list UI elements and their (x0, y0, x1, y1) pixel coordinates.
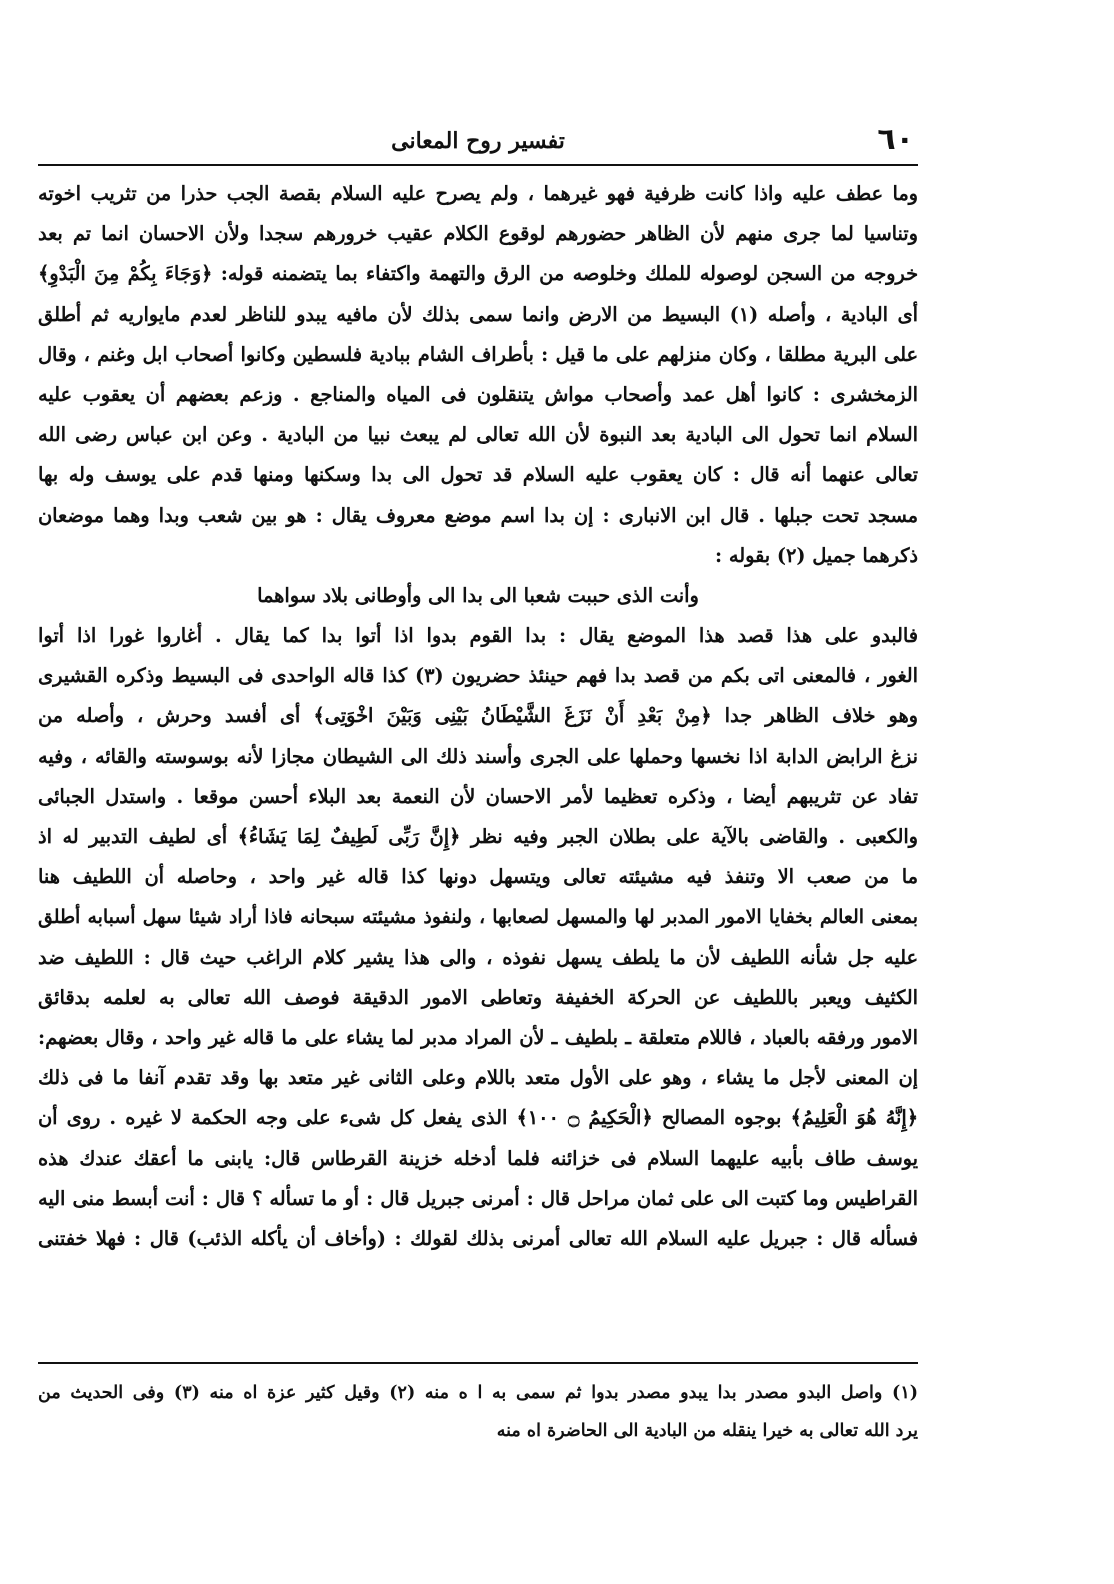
text-line: ﴿إِنَّهُ هُوَ الْعَلِيمُ﴾ بوجوه المصالح ﴿الْحَكِيمُ ۝ ١٠٠﴾ الذى يفعل كل شىء على وجه الحكمة لا غيره . روى أن (38, 1106, 918, 1130)
text-line: وتناسيا لما جرى منهم لأن الظاهر حضورهم لوقوع الكلام عقيب خرورهم سجدا ولأن الاحسان انما تم بعد (38, 222, 918, 246)
text-line: الكثيف ويعبر باللطيف عن الحركة الخفيفة وتعاطى الامور الدقيقة فوصف الله تعالى به لعلمه بدقائق (38, 985, 918, 1009)
poetry-verse: وأنت الذى حببت شعبا الى بدا الى وأوطانى بلاد سواهما (257, 583, 699, 607)
text-line: السلام انما تحول الى البادية بعد النبوة لأن الله تعالى لم يبعث نبيا من البادية . وعن ابن عباس رضى الله (38, 423, 918, 447)
text-line: الغور ، فالمعنى اتى بكم من قصد بدا فهم حينئذ حضريون (٣) كذا قاله الواحدى فى البسيط وذكره القشيرى (38, 664, 918, 688)
text-line: بمعنى العالم بخفايا الامور المدبر لها والمسهل لصعابها ، ولنفوذ مشيئته سبحانه فاذا أراد شيئا سهل أسبابه أطلق (38, 906, 918, 929)
text-line: فالبدو على هذا قصد هذا الموضع يقال : بدا القوم بدوا اذا أتوا بدا كما يقال . أغاروا غورا اذا أتوا (38, 624, 918, 648)
text-line: ذكرهما جميل (٢) بقوله : (715, 543, 918, 567)
page-number: ٦٠ (877, 122, 914, 157)
text-line: فسأله قال : جبريل عليه السلام الله تعالى أمرنى بذلك لقولك : (وأخاف أن يأكله الذئب) قال : فهلا خفتنى (38, 1226, 918, 1250)
text-line: على البرية مطلقا ، وكان منزلهم على ما قيل : بأطراف الشام ببادية فلسطين وكانوا أصحاب ابل وغنم ، وقال (38, 342, 918, 366)
text-line: مسجد تحت جبلها . قال ابن الانبارى : إن بدا اسم موضع معروف يقال : هو بين شعب وبدا وهما موضعان (38, 503, 918, 527)
header-rule (38, 164, 918, 166)
footnote-line: (١) واصل البدو مصدر بدا يبدو مصدر بدوا ثم سمى به ا ه منه (٢) وقيل كثير عزة اه منه (٣) وفى الحديث من (38, 1383, 918, 1403)
text-line: تعالى عنهما أنه قال : كان يعقوب عليه السلام قد تحول الى بدا وسكنها ومنها قدم على يوسف وله بها (38, 463, 918, 487)
book-page (38, 120, 918, 1560)
page-header (38, 120, 918, 164)
text-line: القراطيس وما كتبت الى على ثمان مراحل قال : أمرنى جبريل قال : أو ما تسأله ؟ قال : أنت أبسط منى اليه (38, 1186, 918, 1210)
text-line: أى البادية ، وأصله (١) البسيط من الارض وانما سمى بذلك لأن مافيه يبدو للناظر لعدم مايواريه ثم أطلق (38, 302, 918, 326)
text-line: وهو خلاف الظاهر جدا ﴿مِنْ بَعْدِ أَنْ نَزَغَ الشَّيْطَانُ بَيْنِى وَبَيْنَ اخْوَتِى﴾ أى أفسد وحرش ، وأصله من (38, 704, 918, 728)
body-text (38, 174, 918, 1259)
footnote-line: يرد الله تعالى به خيرا ينقله من البادية الى الحاضرة اه منه (496, 1421, 918, 1441)
text-line: عليه جل شأنه اللطيف لأن ما يلطف يسهل نفوذه ، والى هذا يشير كلام الراغب حيث قال : اللطيف ضد (38, 945, 918, 969)
text-line: والكعبى . والقاضى بالآية على بطلان الجبر وفيه نظر ﴿إِنَّ رَبِّى لَطِيفٌ لِمَا يَشَاءُ﴾ أى لطيف التدبير له اذ (38, 825, 918, 848)
text-line: الامور ورفقه بالعباد ، فاللام متعلقة ـ بلطيف ـ لأن المراد مدبر لما يشاء على ما قاله غير واحد ، وقال بعضهم: (38, 1025, 918, 1049)
footnotes (38, 1374, 918, 1450)
text-line: تفاد عن تثريبهم أيضا ، وذكره تعظيما لأمر الاحسان لأن النعمة بعد البلاء أحسن موقعا . واستدل الجبائى (38, 784, 918, 808)
text-line: يوسف طاف بأبيه عليهما السلام فى خزائنه فلما أدخله خزينة القرطاس قال: يابنى ما أعقك عندك هذه (38, 1146, 918, 1170)
text-line: نزغ الرابض الدابة اذا نخسها وحملها على الجرى وأسند ذلك الى الشيطان مجازا لأنه بوسوسته والقائه ، وفيه (38, 744, 918, 768)
text-line: خروجه من السجن لوصوله للملك وخلوصه من الرق والتهمة واكتفاء بما يتضمنه قوله: ﴿وَجَاءَ بِكُمْ مِنَ الْبَدْوِ﴾ (38, 262, 918, 286)
text-line: ما من صعب الا وتنفذ فيه مشيئته تعالى ويتسهل دونها كذا قاله غير واحد ، وحاصله أن اللطيف هنا (38, 865, 918, 889)
text-line: وما عطف عليه واذا كانت ظرفية فهو غيرهما ، ولم يصرح عليه السلام بقصة الجب حذرا من تثريب اخوته (38, 182, 918, 205)
text-line: الزمخشرى : كانوا أهل عمد وأصحاب مواش يتنقلون فى المياه والمناجع . وزعم بعضهم أن يعقوب عليه (38, 382, 918, 406)
footnote-rule (38, 1362, 918, 1364)
text-line: إن المعنى لأجل ما يشاء ، وهو على الأول متعد باللام وعلى الثانى غير متعد بها وقد تقدم آنفا ما فى ذلك (38, 1066, 918, 1090)
running-title: تفسير روح المعانى (391, 128, 565, 154)
